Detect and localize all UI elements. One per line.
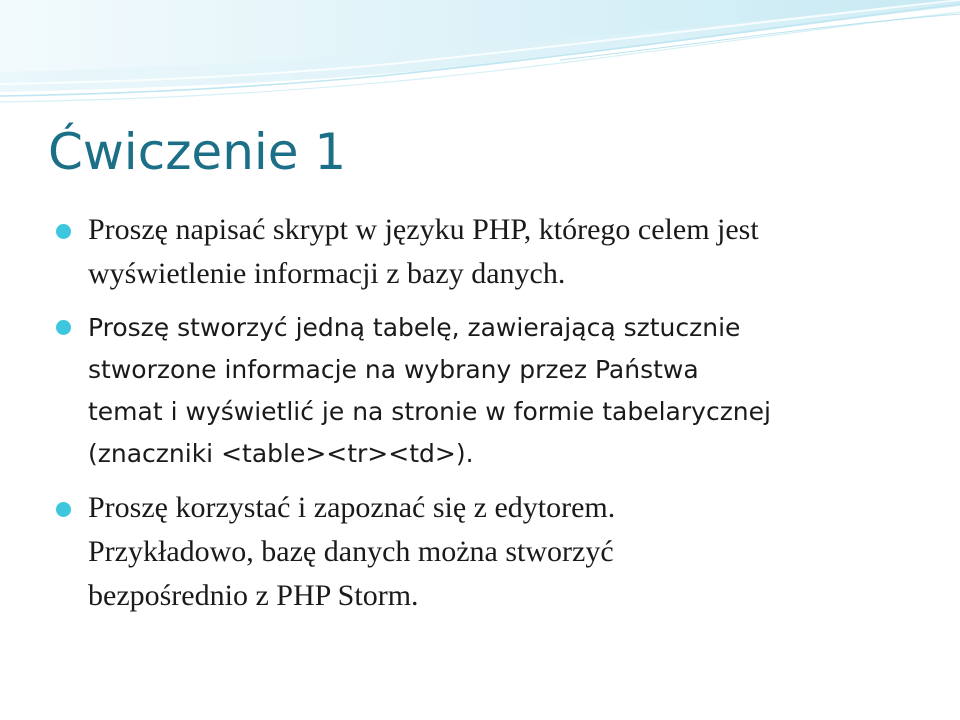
bullet-text-line: Proszę napisać skrypt w języku PHP, którego celem jest [88,213,759,246]
bullet-text-line: stworzone informacje na wybrany przez Państwa [88,355,699,384]
bullet-text-line: Proszę stworzyć jedną tabelę, zawierającą sztucznie [88,313,741,342]
bullet-text-line: wyświetlenie informacji z bazy danych. [88,257,566,290]
bullet-dot-icon [56,320,71,335]
bullet-item [56,486,936,618]
bullet-list [56,208,936,629]
bullet-text-line: (znaczniki <table><tr><td>). [88,439,474,468]
bullet-text-line: bezpośrednio z PHP Storm. [88,579,419,612]
bullet-item [56,208,936,296]
bullet-text-line: Przykładowo, bazę danych można stworzyć [88,535,614,568]
bullet-text-line: Proszę korzystać i zapoznać się z edytorem. [88,491,616,524]
decorative-wave-header [0,0,960,110]
slide-title: Ćwiczenie 1 [48,123,347,181]
bullet-item [56,307,936,475]
bullet-dot-icon [56,502,71,517]
bullet-dot-icon [56,224,71,239]
bullet-text-line: temat i wyświetlić je na stronie w formie tabelarycznej [88,397,771,426]
